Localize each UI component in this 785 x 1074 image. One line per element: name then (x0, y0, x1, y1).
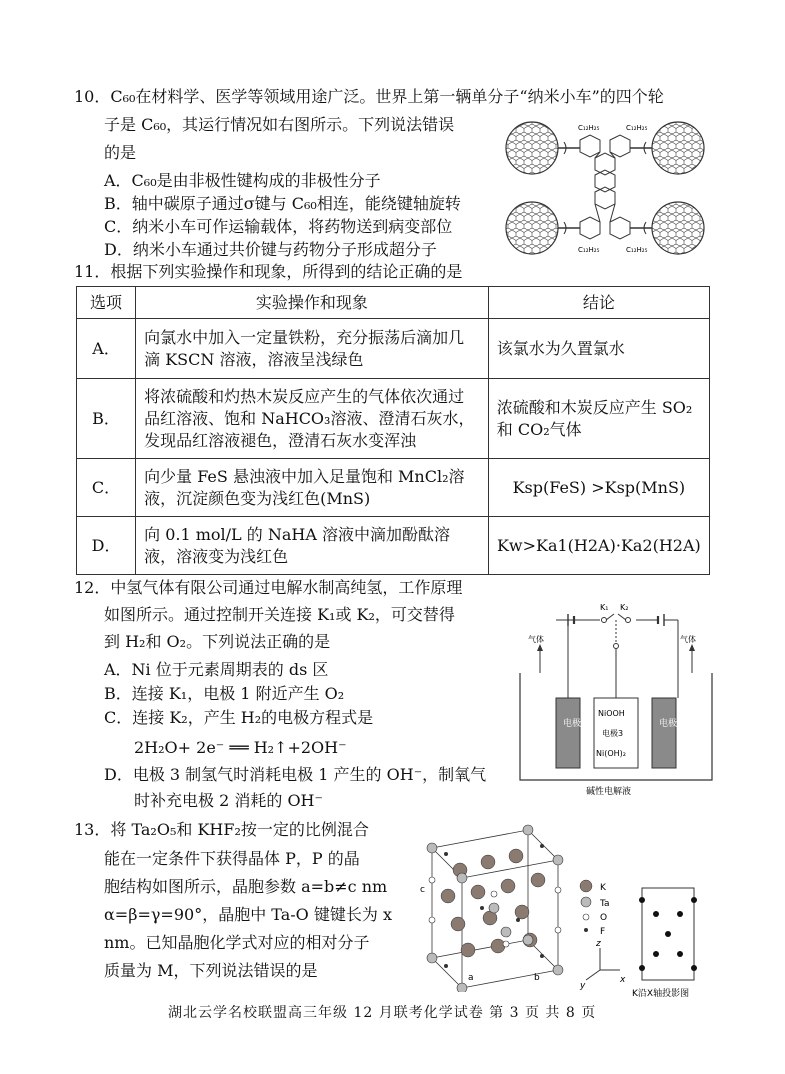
q12-option-a: A．Ni 位于元素周期表的 ds 区 (104, 660, 329, 679)
q12-option-c: C．连接 K₂，产生 H₂的电极方程式是 (104, 708, 374, 727)
switch-k1-label: K₁ (600, 603, 609, 612)
header-conclusion: 结论 (488, 287, 709, 319)
q11-stem: 11．根据下列实验操作和现象，所得到的结论正确的是 (74, 262, 463, 281)
electrode3-bottom-label: Ni(OH)₂ (596, 749, 626, 758)
table-row (77, 319, 710, 379)
q13-stem-line2: 能在一定条件下获得晶体 P，P 的晶 (104, 849, 360, 868)
row-operation: 将浓硫酸和灼热木炭反应产生的气体依次通过品红溶液、饱和 NaHCO₃溶液、澄清石灰水，发现品红溶液褪色，澄清石灰水变浑浊 (136, 379, 489, 459)
axis-c-label: c (420, 885, 425, 895)
c60-wheel-icon (652, 122, 704, 174)
table-row (77, 379, 710, 459)
row-option: B． (77, 379, 136, 459)
row-conclusion: 该氯水为久置氯水 (488, 319, 709, 379)
q13-stem-line4: α=β=γ=90°，晶胞中 Ta-O 键键长为 x (104, 905, 392, 924)
row-conclusion: Kw>Ka1(H2A)·Ka2(H2A) (488, 517, 709, 575)
electrode1-label: 电极1 (563, 719, 587, 729)
axis-z-label: z (596, 939, 601, 949)
q12-option-d-line1: D．电极 3 制氢气时消耗电极 1 产生的 OH⁻，制氧气 (104, 765, 487, 784)
alkyl-label: C₁₂H₂₅ (578, 246, 600, 254)
row-option: C． (77, 459, 136, 517)
alkyl-label: C₁₂H₂₅ (626, 246, 648, 254)
page-footer: 湖北云学名校联盟高三年级 12 月联考化学试卷 第 3 页 共 8 页 (168, 1005, 597, 1021)
gas-left-label: 气体 (528, 635, 544, 644)
electrode3-label: 电极3 (602, 729, 624, 738)
legend-o: O (600, 913, 608, 923)
gas-right-label: 气体 (680, 635, 696, 644)
q10-option-b: B．轴中碳原子通过σ键与 C₆₀相连，能绕键轴旋转 (104, 194, 461, 213)
legend-ta: Ta (600, 899, 610, 909)
axis-b-label: b (534, 973, 540, 983)
q10-option-a: A．C₆₀是由非极性键构成的非极性分子 (104, 171, 381, 190)
axis-a-label: a (468, 973, 474, 983)
q13-stem-line1: 13．将 Ta₂O₅和 KHF₂按一定的比例混合 (74, 820, 369, 839)
row-operation: 向少量 FeS 悬浊液中加入足量饱和 MnCl₂溶液，沉淀颜色变为浅红色(MnS) (136, 459, 489, 517)
c60-wheel-icon (652, 202, 704, 254)
q10-stem-line2: 子是 C₆₀，其运行情况如右图所示。下列说法错误 (104, 115, 455, 134)
q11-table (76, 286, 710, 575)
row-conclusion: 浓硫酸和木炭反应产生 SO₂和 CO₂气体 (488, 379, 709, 459)
electrode2-label: 电极2 (659, 719, 683, 729)
q12-stem-line2: 如图所示。通过控制开关连接 K₁或 K₂，可交替得 (104, 605, 455, 624)
q10-option-c: C．纳米小车可作运输载体，将药物送到病变部位 (104, 217, 453, 236)
row-conclusion: Ksp(FeS) >Ksp(MnS) (488, 459, 709, 517)
table-row (77, 459, 710, 517)
header-operation: 实验操作和现象 (136, 287, 489, 319)
projection-figure (632, 884, 728, 1002)
alkyl-label: C₁₂H₂₅ (578, 124, 600, 132)
axis-x-label: x (620, 975, 626, 985)
table-row (77, 517, 710, 575)
crystal-cell-figure (398, 820, 628, 992)
switch-k2-label: K₂ (620, 603, 629, 612)
header-option: 选项 (77, 287, 136, 319)
electrolyte-caption: 碱性电解液 (586, 787, 632, 797)
q13-stem-line5: nm。已知晶胞化学式对应的相对分子 (104, 933, 370, 952)
projection-caption: K沿X轴投影图 (632, 989, 690, 999)
q13-stem-line6: 质量为 M，下列说法错误的是 (104, 961, 318, 980)
legend-k: K (600, 883, 606, 893)
q12-stem-line1: 12．中氢气体有限公司通过电解水制高纯氢，工作原理 (74, 578, 463, 597)
axis-y-label: y (580, 981, 586, 991)
legend-f: F (600, 927, 606, 937)
row-operation: 向氯水中加入一定量铁粉，充分振荡后滴加几滴 KSCN 溶液，溶液呈浅绿色 (136, 319, 489, 379)
alkyl-label: C₁₂H₂₅ (626, 124, 648, 132)
row-option: D． (77, 517, 136, 575)
c60-wheel-icon (506, 122, 558, 174)
nanocar-figure (500, 118, 710, 258)
q12-option-d-line2: 时补充电极 2 消耗的 OH⁻ (134, 791, 323, 810)
q12-stem-line3: 到 H₂和 O₂。下列说法正确的是 (104, 632, 331, 651)
q10-stem-line1: 10．C₆₀在材料学、医学等领域用途广泛。世界上第一辆单分子“纳米小车”的四个轮 (74, 87, 664, 106)
q12-equation: 2H₂O+ 2e⁻ ══ H₂↑+2OH⁻ (134, 738, 347, 757)
q10-option-d: D．纳米小车通过共价键与药物分子形成超分子 (104, 240, 437, 259)
c60-wheel-icon (506, 202, 558, 254)
q12-option-b: B．连接 K₁，电极 1 附近产生 O₂ (104, 684, 345, 703)
row-option: A． (77, 319, 136, 379)
q10-stem-line3: 的是 (104, 143, 137, 162)
table-header-row (77, 287, 710, 319)
electrolysis-figure (516, 598, 716, 798)
q13-stem-line3: 胞结构如图所示，晶胞参数 a=b≠c nm (104, 877, 388, 896)
electrode3-top-label: NiOOH (598, 709, 625, 718)
row-operation: 向 0.1 mol/L 的 NaHA 溶液中滴加酚酞溶液，溶液变为浅红色 (136, 517, 489, 575)
